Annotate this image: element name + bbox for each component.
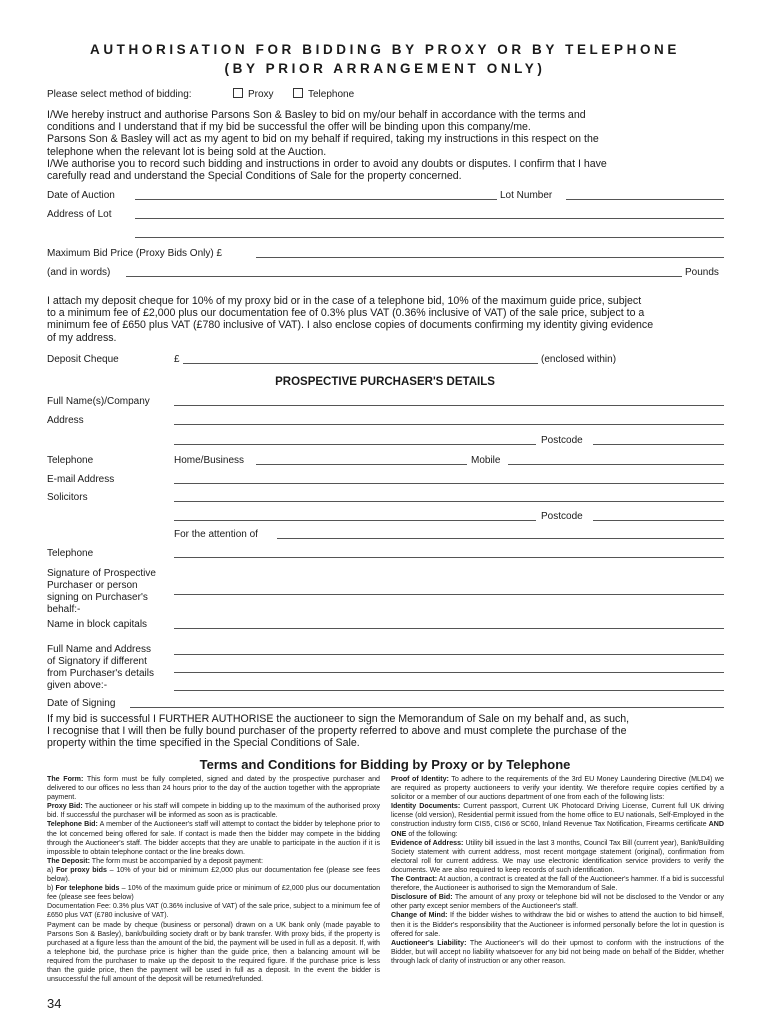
signature-label-line: signing on Purchaser's [47,592,148,603]
term-text: A member of the Auctioneer's staff will attempt to contact the bidder by telephone prior to the lot concerned being offered for sale. If contact is made then the bidder may compete in the bidding through the Auctioneer's staff. The bidder accepts that they are unable to participate in the auction if it is impossible to obtain telephone contact or the line breaks down. [47,820,380,856]
terms-paragraph [47,921,380,985]
signatory-field-2[interactable] [174,672,724,673]
signatory-label [47,644,154,692]
terms-paragraph [47,884,380,902]
signatory-label-line: of Signatory if different [47,656,147,667]
bidding-method-label: Please select method of bidding: [47,89,192,100]
terms-paragraph [47,802,380,820]
term-heading: The Form: [47,775,84,783]
term-text: The Auctioneer's will do their upmost to conform with the instructions of the Bidder, but will accept no liability whatsoever for any bid not being made on behalf of the Bidder, whether through lack of clarity of instruction or any other reason. [391,938,724,965]
date-of-auction-label: Date of Auction [47,190,115,201]
email-field[interactable] [174,483,724,484]
email-label: E-mail Address [47,474,115,485]
intro-line: I/We authorise you to record such bidding and instructions in order to avoid any doubts or disputes. I confirm that I have [47,157,607,170]
proxy-option[interactable] [233,88,274,100]
term-heading: The Deposit: [47,856,90,865]
deposit-line: minimum fee of £650 plus VAT (£780 inclusive of VAT). I also enclose copies of documents confirming my identity giving evidence [47,319,654,332]
terms-paragraph [47,866,380,884]
term-heading: For proxy bids [56,865,107,874]
postcode-label-2: Postcode [541,511,583,522]
deposit-line: I attach my deposit cheque for 10% of my proxy bid or in the case of a telephone bid, 10% of the maximum guide price, subject [47,295,642,307]
intro-line: I/We hereby instruct and authorise Parsons Son & Basley to bid on my/our behalf in accordance with the terms and [47,109,586,121]
term-text: At auction, a contract is created at the fall of the Auctioneer's hammer. If a bid is successful therefore, the Auctioneer is authorised to sign the Memorandum of Sale. [391,875,724,893]
term-text: Documentation Fee: 0.3% plus VAT (0.36% inclusive of VAT) of the sale price, subject to a minimum fee of £650 plus VAT (£780 inclusive of VAT). [47,902,380,920]
term-text: This form must be fully completed, signed and dated by the prospective purchaser and delivered to our offices no less than 24 hours prior to the day of the auction together with the appropriate payment. [47,775,380,802]
term-text: Payment can be made by cheque (business or personal) drawn on a UK bank only (made payable to Parsons Son & Basley), bank/building society draft or by bank transfer. With proxy bids, if the property is purchased at a figure less than the amount of the bid, the payment will be used in full as a deposit. If, with a telephone bid, the purchase price is higher than the guide price, then a balancing amount will be required from the purchaser to make up the deposit to the required figure. If the purchase price is less than the guide price, then the payment will be used in full as a deposit. In the event the bidder is unsuccessful the full amount of the deposit will be returned/refunded. [47,920,380,984]
further-line: I recognise that I will then be fully bound purchaser of the property referred to above and must complete the purchase of the [47,725,627,738]
in-words-label: (and in words) [47,267,111,278]
deposit-amount-field[interactable] [183,363,538,364]
term-heading: Proxy Bid: [47,802,83,811]
full-name-label: Full Name(s)/Company [47,396,150,407]
term-text: The form must be accompanied by a deposit payment: [89,856,263,865]
intro-line: conditions and I understand that if my bid be successful the offer will be binding upon this company/me. [47,121,531,134]
deposit-line: of my address. [47,331,117,344]
deposit-cheque-label: Deposit Cheque [47,354,119,365]
telephone-checkbox[interactable] [293,88,303,98]
term-heading: Change of Mind: [391,911,448,920]
lot-number-field[interactable] [566,199,724,200]
further-line: property within the time specified in the Special Conditions of Sale. [47,737,360,750]
signature-label-line: Signature of Prospective [47,568,156,579]
solicitors-label: Solicitors [47,492,88,503]
terms-paragraph [391,875,724,893]
term-heading: For telephone bids [55,884,120,893]
solicitors-field[interactable] [174,501,724,502]
deposit-paragraph [47,295,727,344]
signatory-label-line: given above:- [47,680,108,691]
telephone-option[interactable] [293,88,354,100]
pounds-label: Pounds [685,267,719,278]
term-heading: Disclosure of Bid: [391,893,453,902]
postcode-field-2[interactable] [593,520,724,521]
deposit-line: to a minimum fee of £2,000 plus our documentation fee of 0.3% plus VAT (0.36% inclusive of VAT) of the sale price, subject to a [47,307,645,320]
home-business-label: Home/Business [174,455,245,466]
terms-paragraph [47,820,380,856]
address-of-lot-field[interactable] [135,218,724,219]
proxy-checkbox[interactable] [233,88,243,98]
mobile-field[interactable] [508,464,724,465]
signatory-label-line: from Purchaser's details [47,668,154,679]
term-heading: Identity Documents: [391,802,461,811]
address-of-lot-label: Address of Lot [47,209,112,220]
term-heading: Evidence of Address: [391,838,464,847]
page-number: 34 [47,996,62,1011]
solicitors-field-2[interactable] [174,520,536,521]
address-field[interactable] [174,424,724,425]
term-heading: Proof of Identity: [391,775,449,783]
further-authorise-paragraph [47,713,727,750]
term-text: a) [47,865,57,874]
purchaser-details-heading: PROSPECTIVE PURCHASER'S DETAILS [275,376,495,388]
signature-field[interactable] [174,594,724,595]
maximum-bid-label: Maximum Bid Price (Proxy Bids Only) £ [47,248,223,259]
term-text: If the bidder wishes to withdraw the bid or wishes to attend the auction to bid himself, then it is the Bidder's responsibility that the Auctioneer is informed personally before the lot in question is offered for sale. [391,911,724,938]
deposit-currency: £ [174,354,180,365]
signatory-field-3[interactable] [174,690,724,691]
signature-label-line: behalf:- [47,604,81,615]
terms-paragraph [47,902,380,920]
term-text: Utility bill issued in the last 3 months, Council Tax Bill (current year), Bank/Building Society statement with current address, most recent mortgage statement (original), confirmation from electoral roll for current address. We may use electronic identification service providers to verify the documents. We are also required to keep records of such identification. [391,838,724,874]
enclosed-within-label: (enclosed within) [541,354,617,365]
date-of-signing-field[interactable] [130,707,724,708]
maximum-bid-field[interactable] [256,257,724,258]
signatory-field[interactable] [174,654,724,655]
lot-number-label: Lot Number [500,190,553,201]
address-label: Address [47,415,84,426]
signature-label-line: Purchaser or person [47,580,138,591]
signatory-label-line: Full Name and Address [47,644,151,655]
intro-line: Parsons Son & Basley will act as my agent to bid on my behalf if required, taking my instructions in this respect on the [47,133,599,146]
postcode-label: Postcode [541,435,583,446]
terms-left-column [47,775,380,984]
term-text: of the following: [406,829,458,838]
term-heading: Auctioneer's Liability: [391,938,467,947]
terms-paragraph [391,939,724,966]
intro-line: carefully read and understand the Special Conditions of Sale for the property concerned. [47,170,462,183]
terms-paragraph [391,839,724,875]
terms-right-column [391,775,724,966]
signature-label [47,568,156,616]
term-text: b) [47,884,56,893]
terms-paragraph [391,775,724,802]
term-text: – 10% of the maximum guide price or minimum of £2,000 plus our documentation fee (please see fees below) [47,884,381,902]
form-subtitle: (BY PRIOR ARRANGEMENT ONLY) [224,61,546,76]
term-text: The amount of any proxy or telephone bid will not be disclosed to the Vendor or any other party except senior members of the Auctioneer's staff. [391,893,724,911]
term-text: To adhere to the requirements of the 3rd EU Money Laundering Directive (MLD4) we are required as property auctioneers to verify your identity. We therefore require copies certified by a solicitor or a member of our auctions department of one from each of the following lists: [391,775,724,802]
term-heading: Telephone Bid: [47,820,98,829]
telephone-label-2: Telephone [47,548,94,559]
terms-paragraph [47,857,380,866]
postcode-field[interactable] [593,444,724,445]
term-text: Current passport, Current UK Photocard Driving License, Current full UK driving license (old version), Residential permit issued from the home office to EU nationals, Self-Employed in the construction industry form CIS5, CIS6 or SC60, Inland Revenue Tax Notification, Firearms certificate [391,802,725,829]
telephone-label-main: Telephone [47,455,94,466]
term-text: – 10% of your bid or minimum £2,000 plus our documentation fee (please see fees below). [47,865,380,884]
authorisation-paragraph [47,109,727,182]
mobile-label: Mobile [471,455,501,466]
proxy-label: Proxy [248,89,274,100]
terms-heading: Terms and Conditions for Bidding by Proxy or by Telephone [199,757,571,772]
terms-paragraph [391,911,724,938]
address-field-2[interactable] [174,444,536,445]
term-text: The auctioneer or his staff will compete in bidding up to the maximum of the authorised proxy bid. If successful the purchaser will be informed as soon as is practicable. [47,802,380,820]
terms-paragraph [47,775,380,802]
home-business-field[interactable] [256,464,467,465]
date-of-signing-label: Date of Signing [47,698,116,709]
term-heading: The Contract: [391,875,438,884]
term-heading: AND ONE [391,820,724,838]
attention-field[interactable] [277,538,724,539]
telephone-label: Telephone [308,89,355,100]
in-words-field[interactable] [126,276,682,277]
telephone-field-2[interactable] [174,557,724,558]
block-capitals-field[interactable] [174,628,724,629]
full-name-field[interactable] [174,405,724,406]
terms-paragraph [391,893,724,911]
intro-line: telephone when the relevant lot is being sold at the Auction. [47,145,327,158]
terms-paragraph [391,802,724,838]
further-line: If my bid is successful I FURTHER AUTHORISE the auctioneer to sign the Memorandum of Sale on my behalf and, as such, [47,713,630,725]
date-of-auction-field[interactable] [135,199,497,200]
block-capitals-label: Name in block capitals [47,619,148,630]
address-of-lot-field-2[interactable] [135,237,724,238]
attention-label: For the attention of [174,529,258,540]
form-title: AUTHORISATION FOR BIDDING BY PROXY OR BY TELEPHONE [89,42,681,57]
